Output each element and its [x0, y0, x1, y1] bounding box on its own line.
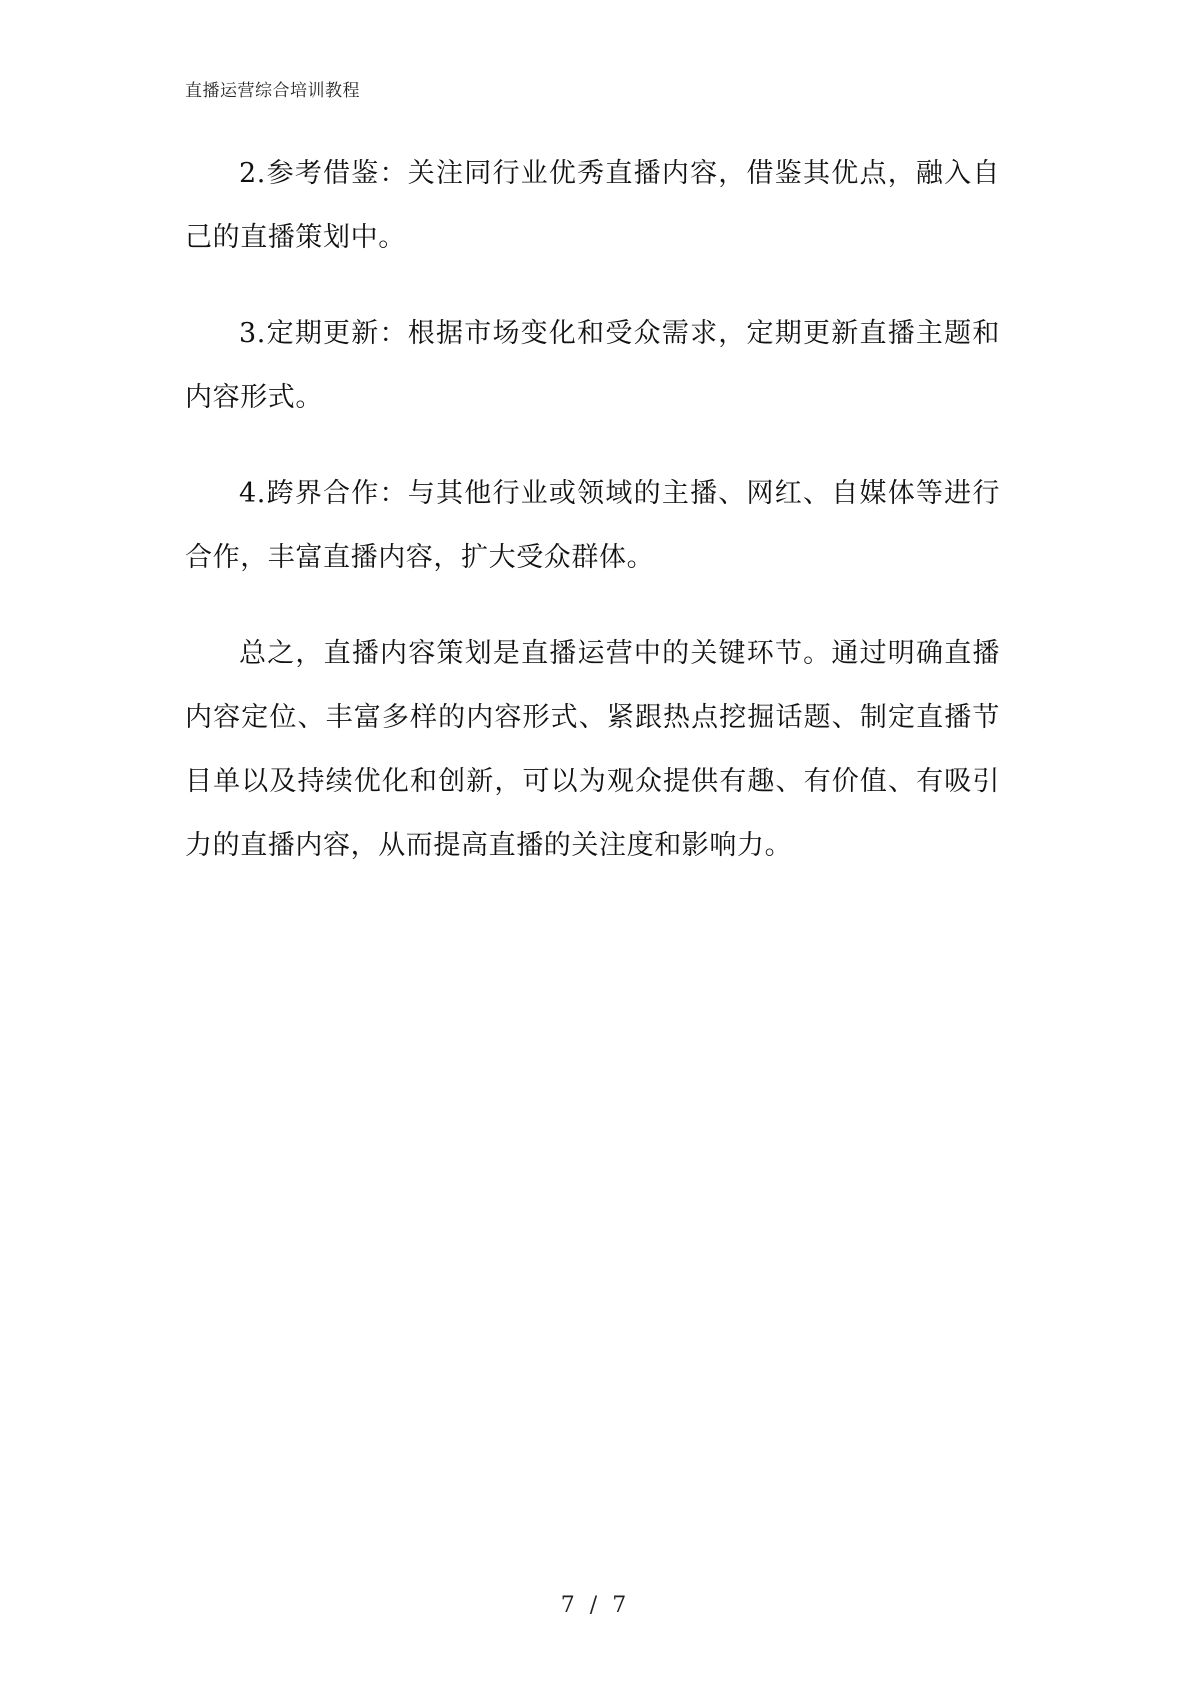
page-header-title: 直播运营综合培训教程 — [185, 81, 360, 101]
document-body — [185, 142, 1000, 910]
page-number: 7 / 7 — [560, 1593, 631, 1618]
paragraph-cross-cooperation: 4.跨界合作：与其他行业或领域的主播、网红、自媒体等进行合作，丰富直播内容，扩大受众群体。 — [185, 478, 1000, 573]
paragraph-regular-update: 3.定期更新：根据市场变化和受众需求，定期更新直播主题和内容形式。 — [185, 318, 1000, 413]
paragraph-summary: 总之，直播内容策划是直播运营中的关键环节。通过明确直播内容定位、丰富多样的内容形式、紧跟热点挖掘话题、制定直播节目单以及持续优化和创新，可以为观众提供有趣、有价值、有吸引力的直播内容，从而提高直播的关注度和影响力。 — [185, 638, 1000, 861]
paragraph-reference: 2.参考借鉴：关注同行业优秀直播内容，借鉴其优点，融入自己的直播策划中。 — [185, 158, 1000, 253]
